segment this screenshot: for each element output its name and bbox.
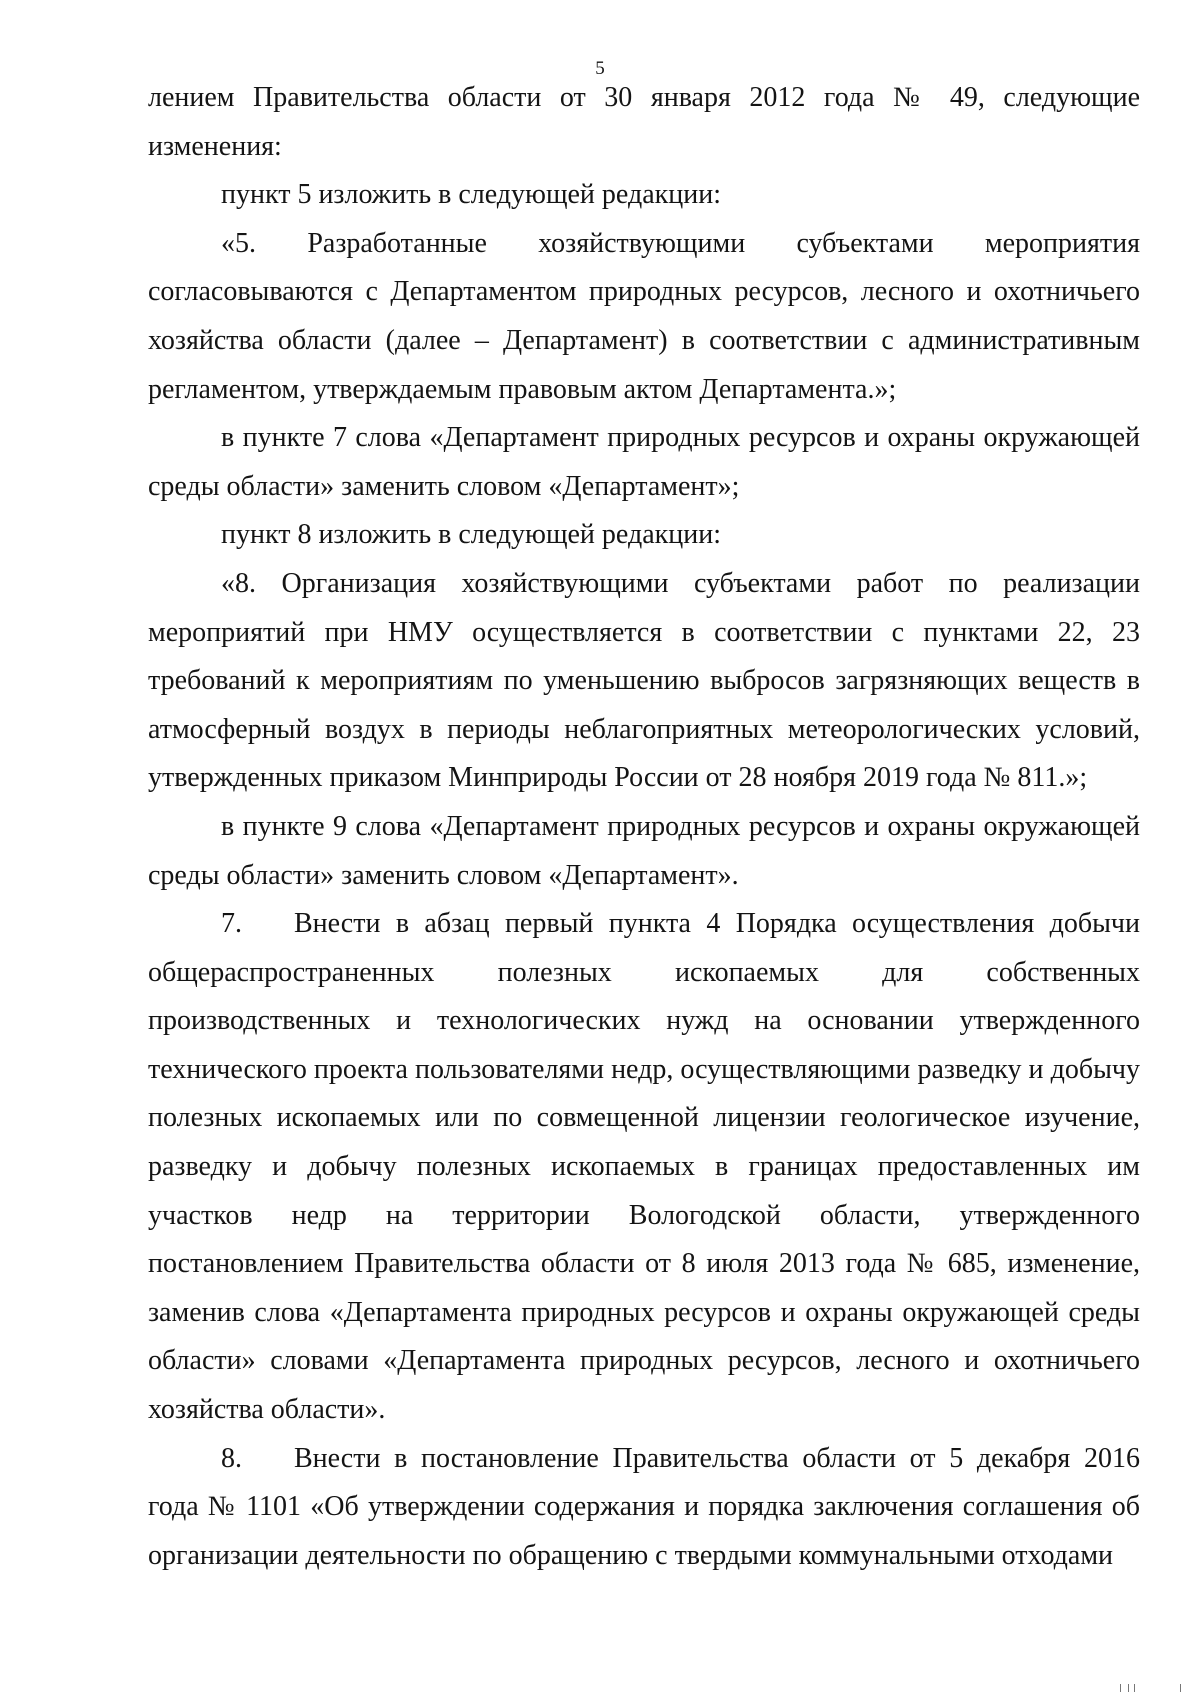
section-number: 7. (221, 908, 242, 940)
paragraph-section-7 (148, 900, 1140, 1435)
scan-mark (1120, 1684, 1121, 1692)
page-number: 5 (595, 58, 605, 79)
paragraph-item-5-intro: пункт 5 изложить в следующей редакции: (221, 179, 721, 211)
paragraph-item-5-text: «5. Разработанные хозяйствующими субъектами мероприятия согласовываются с Департаментом природных ресурсов, лесного и охотничьего хозяйства области (далее – Департамент) в соответствии с административным регламентом, утверждаемым правовым актом Департамента.»; (148, 227, 1140, 405)
section-text: Внести в постановление Правительства области от 5 декабря 2016 года № 1101 «Об утверждении содержания и порядка заключения соглашения об организации деятельности по обращению с твердыми коммунальными отходами (148, 1442, 1140, 1571)
paragraph-section-8 (148, 1435, 1140, 1581)
paragraph-item-8-text: «8. Организация хозяйствующими субъектами работ по реализации мероприятий при НМУ осуществляется в соответствии с пунктами 22, 23 требований к мероприятиям по уменьшению выбросов загрязняющих веществ в атмосферный воздух в периоды неблагоприятных метеорологических условий, утвержденных приказом Минприроды России от 28 ноября 2019 года № 811.»; (148, 567, 1140, 794)
scan-edge-marks (1108, 1680, 1188, 1692)
paragraph-item-9-change: в пункте 9 слова «Департамент природных ресурсов и охраны окружающей среды области» заменить словом «Департамент». (148, 810, 1140, 891)
section-number: 8. (221, 1442, 242, 1474)
scan-mark (1134, 1684, 1135, 1692)
scan-mark (1128, 1684, 1129, 1692)
paragraph-continuation: лением Правительства области от 30 января 2012 года № 49, следующие изменения: (148, 82, 1140, 162)
scan-mark (1180, 1684, 1181, 1692)
paragraph-item-8-intro: пункт 8 изложить в следующей редакции: (221, 519, 721, 551)
section-text: Внести в абзац первый пункта 4 Порядка осуществления добычи общераспространенных полезных ископаемых для собственных производственных и технологических нужд на основании утвержденного технического проекта пользователями недр, осуществляющими разведку и добычу полезных ископаемых или по совмещенной лицензии геологическое изучение, разведку и добычу полезных ископаемых в границах предоставленных им участков недр на территории Вологодской области, утвержденного постановлением Правительства области от 8 июля 2013 года № 685, изменение, заменив слова «Департамента природных ресурсов и охраны окружающей среды области» словами «Департамента природных ресурсов, лесного и охотничьего хозяйства области». (148, 908, 1140, 1426)
paragraph-item-7-change: в пункте 7 слова «Департамент природных ресурсов и охраны окружающей среды области» заменить словом «Департамент»; (148, 422, 1140, 502)
document-body (148, 74, 1140, 1580)
